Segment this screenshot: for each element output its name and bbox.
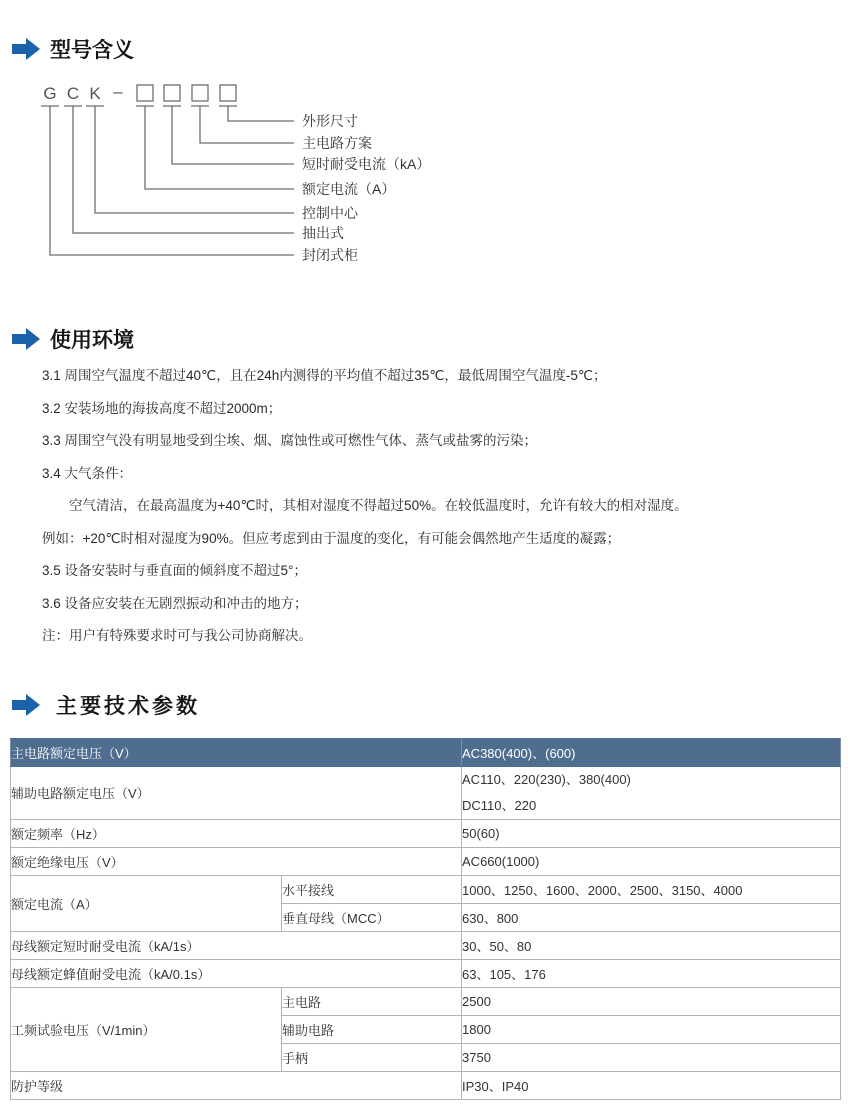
env-paragraph-3-2: 3.2 安装场地的海拔高度不超过2000m； <box>42 400 282 416</box>
param-sublabel-horizontal-wiring: 水平接线 <box>282 875 462 903</box>
code-label-rated-current: 额定电流（A） <box>302 181 396 197</box>
section-title-text: 主要技术参数 <box>56 694 200 718</box>
param-value-handle: 3750 <box>462 1043 841 1071</box>
param-sublabel-vertical-busbar: 垂直母线（MCC） <box>282 903 462 931</box>
code-separator: – <box>113 82 123 101</box>
table-row <box>11 819 841 847</box>
param-value-short-time-current: 30、50、80 <box>462 931 841 959</box>
section-title-parameters <box>12 690 850 720</box>
param-sublabel-handle: 手柄 <box>282 1043 462 1071</box>
env-paragraph-air: 空气清洁，在最高温度为+40℃时，其相对湿度不得超过50%。在较低温度时，允许有较大的相对湿度。 <box>69 498 688 513</box>
param-value-aux-voltage <box>462 766 841 819</box>
section-title-environment <box>12 324 850 354</box>
param-label-rated-current: 额定电流（A） <box>11 875 282 931</box>
section-title-text: 使用环境 <box>50 329 134 352</box>
model-code-diagram <box>30 78 800 274</box>
env-paragraph-3-1: 3.1 周围空气温度不超过40℃，且在24h内测得的平均值不超过35℃，最低周围空气温度-5℃； <box>42 368 607 383</box>
code-letter-g: G <box>43 84 57 103</box>
param-value-main-voltage: AC380(400)、(600) <box>462 738 841 766</box>
code-box-3 <box>192 85 208 101</box>
technical-parameters-table <box>10 738 841 1100</box>
param-value-peak-current: 63、105、176 <box>462 959 841 987</box>
table-row <box>11 766 841 819</box>
param-value-rated-frequency: 50(60) <box>462 819 841 847</box>
code-label-main-scheme: 主电路方案 <box>302 135 372 151</box>
table-row <box>11 959 841 987</box>
param-value-main-circuit: 2500 <box>462 987 841 1015</box>
env-paragraph-3-4: 3.4 大气条件： <box>42 465 133 481</box>
env-paragraph-example: 例如：+20℃时相对湿度为90%。但应考虑到由于温度的变化，有可能会偶然地产生适度的凝露； <box>42 530 621 546</box>
code-label-control-center: 控制中心 <box>302 205 358 221</box>
param-value-protection-degree: IP30、IP40 <box>462 1071 841 1099</box>
code-letter-k: K <box>89 84 101 103</box>
aux-voltage-ac: AC110、220(230)、380(400) <box>462 771 631 787</box>
blue-arrow-icon <box>12 328 40 350</box>
param-value-aux-circuit: 1800 <box>462 1015 841 1043</box>
param-value-vertical-busbar: 630、800 <box>462 903 841 931</box>
env-paragraph-3-5: 3.5 设备安装时与垂直面的倾斜度不超过5°； <box>42 563 307 578</box>
code-label-outline-size: 外形尺寸 <box>302 113 358 129</box>
blue-arrow-icon <box>12 38 40 60</box>
code-box-1 <box>137 85 153 101</box>
param-sublabel-aux-circuit: 辅助电路 <box>282 1015 462 1043</box>
code-label-drawout: 抽出式 <box>302 225 344 241</box>
param-label-short-time-current: 母线额定短时耐受电流（kA/1s） <box>11 931 462 959</box>
table-row <box>11 931 841 959</box>
env-paragraph-3-6: 3.6 设备应安装在无剧烈振动和冲击的地方； <box>42 595 308 611</box>
param-value-horizontal-wiring: 1000、1250、1600、2000、2500、3150、4000 <box>462 875 841 903</box>
table-row <box>11 847 841 875</box>
param-sublabel-main-circuit: 主电路 <box>282 987 462 1015</box>
section-title-text: 型号含义 <box>50 39 134 62</box>
table-row <box>11 738 841 766</box>
code-label-enclosed: 封闭式柜 <box>302 247 358 263</box>
environment-paragraphs <box>42 368 808 644</box>
code-box-2 <box>164 85 180 101</box>
param-label-rated-frequency: 额定频率（Hz） <box>11 819 462 847</box>
param-label-aux-voltage: 辅助电路额定电压（V） <box>11 766 462 819</box>
param-value-insulation-voltage: AC660(1000) <box>462 847 841 875</box>
table-row <box>11 987 841 1015</box>
table-row <box>11 875 841 903</box>
code-letter-c: C <box>66 84 80 103</box>
param-label-power-frequency-voltage: 工频试验电压（V/1min） <box>11 987 282 1071</box>
param-label-protection-degree: 防护等级 <box>11 1071 462 1099</box>
env-paragraph-note: 注：用户有特殊要求时可与我公司协商解决。 <box>42 628 312 643</box>
param-label-peak-current: 母线额定蜂值耐受电流（kA/0.1s） <box>11 959 462 987</box>
table-row <box>11 1071 841 1099</box>
code-box-4 <box>220 85 236 101</box>
param-label-insulation-voltage: 额定绝缘电压（V） <box>11 847 462 875</box>
blue-arrow-icon <box>12 694 40 716</box>
aux-voltage-dc: DC110、220 <box>462 797 537 813</box>
env-paragraph-3-3: 3.3 周围空气没有明显地受到尘埃、烟、腐蚀性或可燃性气体、蒸气或盐雾的污染； <box>42 433 538 448</box>
code-label-withstand: 短时耐受电流（kA） <box>302 156 431 172</box>
section-title-model-meaning <box>12 34 850 64</box>
param-label-main-voltage: 主电路额定电压（V） <box>11 738 462 766</box>
